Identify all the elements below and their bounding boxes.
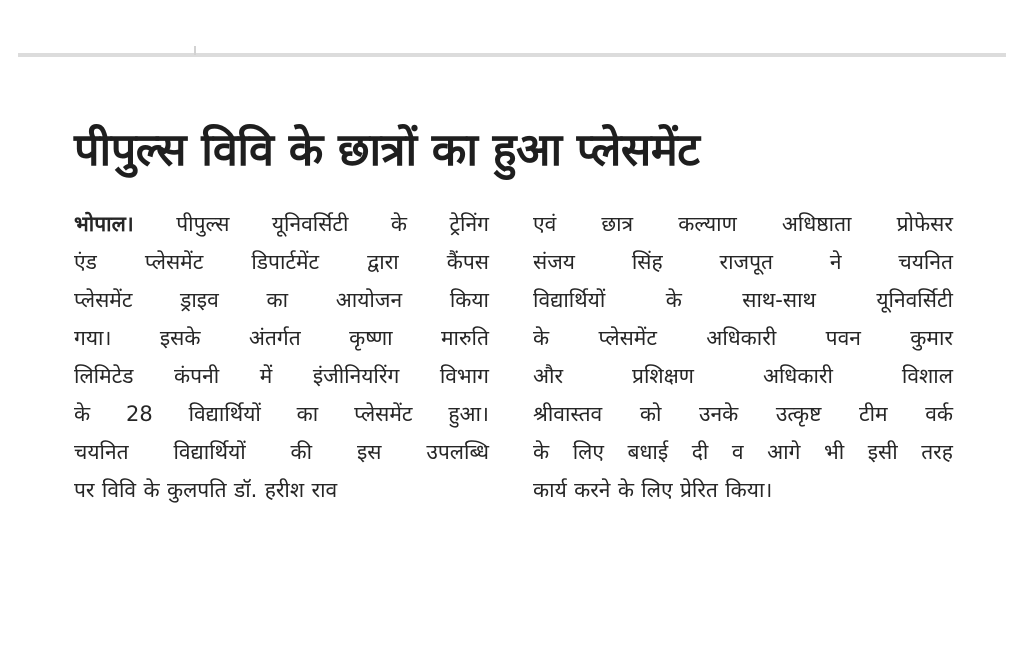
article-word: पवन	[825, 326, 861, 350]
article-word: में	[259, 364, 273, 388]
article-word: कुमार	[910, 326, 953, 350]
article-word: राजपूत	[719, 250, 773, 274]
article-word: इसी	[867, 440, 898, 464]
article-line	[533, 395, 953, 433]
article-word: प्लेसमेंट	[354, 402, 413, 426]
article-word: कृष्णा	[349, 326, 393, 350]
article-word: गया।	[74, 326, 112, 350]
article-word: आगे	[767, 440, 801, 464]
article-word: राव	[311, 478, 338, 502]
article-word: छात्र	[601, 212, 634, 236]
article-word: विद्यार्थियों	[173, 440, 246, 464]
article-word: किया	[449, 288, 489, 312]
article-word: उपलब्धि	[426, 440, 489, 464]
article-line	[533, 357, 953, 395]
article-word: मारुति	[441, 326, 489, 350]
article-word: के	[143, 478, 160, 502]
article-column-right	[533, 205, 953, 509]
article-word: कैंपस	[446, 250, 489, 274]
article-word: और	[533, 364, 564, 388]
article-word: विवि	[101, 478, 137, 502]
article-word: प्लेसमेंट	[144, 250, 204, 274]
article-word: विभाग	[439, 364, 489, 388]
article-line	[74, 471, 489, 509]
article-word: लिमिटेड	[74, 364, 134, 388]
article-word: किया।	[725, 478, 773, 502]
article-word: को	[639, 402, 662, 426]
article-word: के	[665, 288, 682, 312]
article-line	[74, 433, 489, 471]
rule-tick	[194, 46, 196, 55]
article-word: हरीश	[264, 478, 305, 502]
article-word: प्रशिक्षण	[632, 364, 694, 388]
article-word: अधिकारी	[706, 326, 777, 350]
article-word: कुलपति	[166, 478, 227, 502]
article-word: प्रेरित	[679, 478, 718, 502]
article-word: कंपनी	[174, 364, 220, 388]
article-word: के	[390, 212, 408, 236]
article-word: के	[533, 440, 550, 464]
article-word: का	[296, 402, 319, 426]
article-word: ने	[829, 250, 842, 274]
article-word: तरह	[921, 440, 953, 464]
article-word: विद्यार्थियों	[188, 402, 261, 426]
article-word: के	[617, 478, 634, 502]
article-column-left	[74, 205, 489, 509]
article-line	[74, 243, 489, 281]
article-word: कार्य	[533, 478, 567, 502]
article-word: विद्यार्थियों	[533, 288, 606, 312]
article-word: की	[290, 440, 313, 464]
article-word: भी	[823, 440, 845, 464]
article-word: पर	[74, 478, 95, 502]
article-word: यूनिवर्सिटी	[271, 212, 349, 236]
article-word: एवं	[533, 212, 557, 236]
article-word: इस	[356, 440, 382, 464]
article-line	[533, 243, 953, 281]
article-word: बधाई	[627, 440, 669, 464]
article-word: उत्कृष्ट	[775, 402, 822, 426]
article-word: श्रीवास्तव	[533, 402, 603, 426]
article-word: ट्रेनिंग	[449, 212, 489, 236]
article-word: के	[533, 326, 550, 350]
article-word: वर्क	[925, 402, 953, 426]
article-word: इसके	[159, 326, 201, 350]
article-word: चयनित	[898, 250, 953, 274]
article-line	[533, 319, 953, 357]
article-word: संजय	[533, 250, 575, 274]
article-word: लिए	[572, 440, 604, 464]
article-word: प्लेसमेंट	[74, 288, 133, 312]
article-line	[533, 433, 953, 471]
article-word: प्रोफेसर	[896, 212, 953, 236]
article-word: का	[266, 288, 289, 312]
article-line	[74, 205, 489, 243]
article-word: अधिष्ठाता	[781, 212, 852, 236]
article-word: डिपार्टमेंट	[251, 250, 320, 274]
article-word: दी	[691, 440, 709, 464]
article-word: व	[731, 440, 744, 464]
article-word: एंड	[74, 250, 97, 274]
article-word: उनके	[698, 402, 739, 426]
article-line	[533, 471, 953, 509]
article-word: आयोजन	[335, 288, 403, 312]
article-word: प्लेसमेंट	[598, 326, 657, 350]
top-rule	[18, 53, 1006, 57]
article-word: ड्राइव	[180, 288, 219, 312]
article-line	[74, 319, 489, 357]
article-word: के	[74, 402, 91, 426]
article-line	[74, 281, 489, 319]
article-word: अधिकारी	[762, 364, 833, 388]
article-word: पीपुल्स	[176, 212, 230, 236]
article-word: इंजीनियरिंग	[312, 364, 400, 388]
article-word: 28	[125, 402, 153, 426]
article-word: द्वारा	[367, 250, 399, 274]
article-word: करने	[574, 478, 611, 502]
article-word: कल्याण	[678, 212, 737, 236]
article-word: लिए	[641, 478, 673, 502]
article-word: डॉ.	[233, 478, 258, 502]
article-word: सिंह	[631, 250, 663, 274]
article-word: हुआ।	[448, 402, 489, 426]
article-word: साथ-साथ	[742, 288, 816, 312]
article-line	[74, 395, 489, 433]
article-line	[533, 281, 953, 319]
article-line	[74, 357, 489, 395]
article-word: टीम	[859, 402, 888, 426]
article-word: यूनिवर्सिटी	[876, 288, 953, 312]
article-word: अंतर्गत	[248, 326, 301, 350]
article-line	[533, 205, 953, 243]
headline: पीपुल्स विवि के छात्रों का हुआ प्लेसमेंट	[74, 123, 700, 176]
article-word: विशाल	[901, 364, 953, 388]
dateline: भोपाल।	[74, 212, 134, 236]
article-word: चयनित	[74, 440, 129, 464]
